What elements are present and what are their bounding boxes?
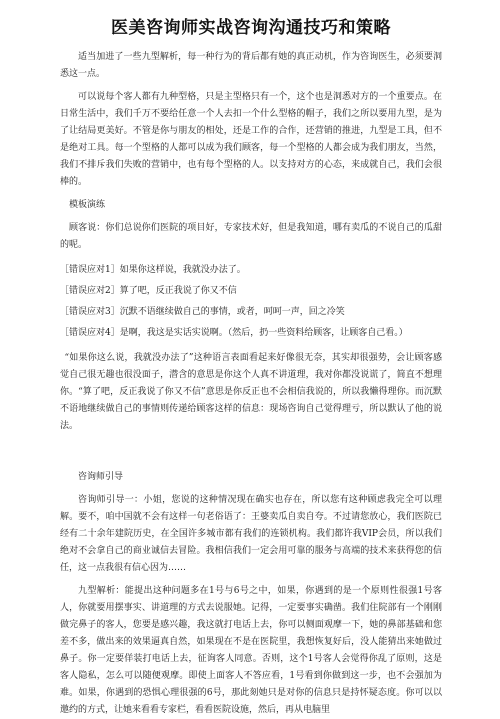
wrong-response-4: ［错误应对4］是啊，我这是实话实说啊。（然后，扔一些资料给顾客，让顾客自己看。）: [60, 328, 408, 338]
page-title: 医美咨询师实战咨询沟通技巧和策略: [111, 18, 391, 38]
intro-paragraph-2: 可以说每个客人都有九种型格，只是主型格只有一个，这个也是洞悉对方的一个重要点。在日常生活中，我们千万不要给任意一个人去扣一个什么型格的帽子，我们之所以要用九型，是为了让结局更美好。不管是你与朋友的相处，还是工作的合作，还营销的推进，九型是工具，但不是绝对工具。每一个型格的人都可以成为我们顾客，每一个型格的人都会成为我们朋友，当然，我们不排斥我们失败的营销中，也有每个型格的人。以支持对方的心态，来成就自己，我们会很棒的。: [60, 92, 442, 187]
intro-paragraph-1: 适当加进了一些九型解析，每一种行为的背后都有她的真正动机，作为咨询医生，必须要洞悉这一点。: [60, 52, 442, 79]
nine-type-analysis-paragraph: 九型解析：能提出这种问题多在1号与6号之中，如果，你遇到的是一个原则性很强1号客人，你就要用摆事实、讲道理的方式去说服她。记得，一定要事实确凿。我们住院部有一个刚刚做完鼻子的客人，您要是感兴趣，我这就打电话上去，你可以侧面观摩一下，她的鼻部基础和您差不多，做出来的效果逼真自然，如果现在不是在医院里，我想恢复好后，没人能猜出来她做过鼻子。你一定要佯装打电话上去，征询客人同意。否则，这个1号客人会觉得你乱了原则，这是客人隐私，怎么可以随便观摩。即使上面客人不答应看，1号看到你做到这一步，也不会强加为难。如果，你遇到的恐惧心理很强的6号，那此刻她只是对你的信息只是持怀疑态度。你可以以邀约的方式，让她来看看专家栏，看看医院设施，然后，再从电脑里: [60, 586, 442, 715]
wrong-response-1: ［错误应对1］如果你这样说，我就没办法了。: [60, 265, 246, 275]
wrong-response-3: ［错误应对3］沉默不语继续做自己的事情，或者，呵呵一声，回之冷笑: [60, 307, 345, 317]
section-heading-guide: 咨询师引导: [78, 472, 124, 482]
guide-paragraph: 咨询师引导一：小姐，您说的这种情况现在确实也存在，所以您有这种顾虑我完全可以理解。要不，咱中国就不会有这样一句老俗语了：王婆卖瓜自卖自夸。不过请您放心，我们医院已经有二十余年建院历史，在全国许多城市都有我们的连锁机构。我们都许我VIP会员，所以我们绝对不会拿自己的商业诚信去冒险。我相信我们一定会用可靠的服务与高端的技术来获得您的信任，这一点我很有信心因为……: [60, 495, 442, 573]
document-page: [60, 0, 442, 715]
wrong-response-2: ［错误应对2］算了吧，反正我说了你又不信: [60, 286, 237, 296]
customer-says-paragraph: 顾客说：你们总说你们医院的项目好，专家技术好，但是我知道，哪有卖瓜的不说自己的瓜甜的呢。: [60, 223, 442, 250]
section-heading-template: 模板演练: [69, 200, 106, 210]
analysis-paragraph: “如果你这么说，我就没办法了”这种语言表面看起来好像很无奈，其实却很强势，会让顾客感觉自己很无趣也很没面子，潜含的意思是你这个人真不讲道理，我对你都没说谎了，简直不想理你。“算了吧，反正我说了你又不信”意思是你反正也不会相信我说的，所以我懒得理你。而沉默不语地继续做自己的事情则传递给顾客这样的信息：现场咨询自己觉得理亏，所以默认了他的说法。: [60, 353, 442, 431]
